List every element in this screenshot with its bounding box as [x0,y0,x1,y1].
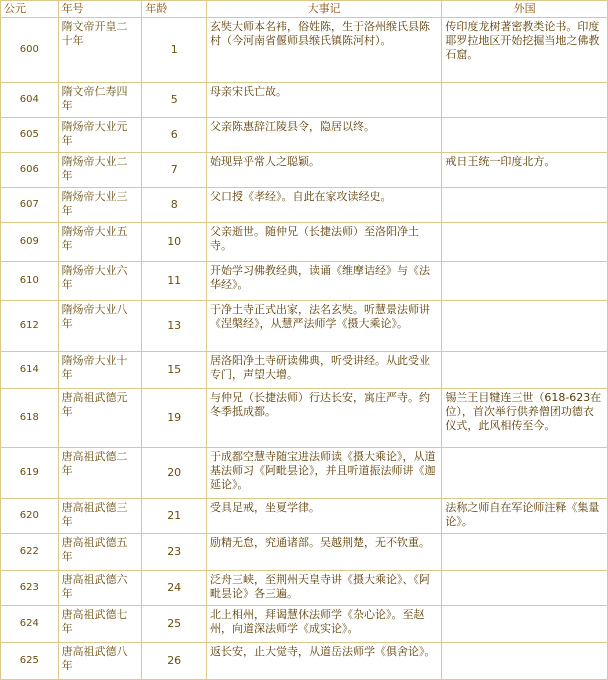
reign-cell: 隋文帝开皇二十年 [59,18,142,82]
age-cell: 20 [142,448,206,498]
age-cell: 7 [142,153,206,187]
age-cell: 1 [142,18,206,82]
table-row [1,499,607,533]
foreign-cell [442,118,607,152]
table-row [1,83,607,117]
year-cell: 605 [1,118,58,152]
event-cell: 泛舟三峡，至荆州天皇寺讲《摄大乘论》、《阿毗昙论》各三遍。 [207,571,441,605]
foreign-cell: 锡兰王目犍连三世（618-623在位），首次举行供养僧团功德衣仪式，此风相传至今。 [442,389,607,447]
foreign-cell [442,571,607,605]
year-cell: 600 [1,18,58,82]
reign-cell: 唐高祖武德六年 [59,571,142,605]
age-cell: 11 [142,262,206,300]
age-cell: 8 [142,188,206,222]
foreign-cell: 戒日王统一印度北方。 [442,153,607,187]
table-row [1,643,607,679]
foreign-cell [442,534,607,570]
year-cell: 623 [1,571,58,605]
reign-cell: 唐高祖武德二年 [59,448,142,498]
reign-cell: 唐高祖武德七年 [59,606,142,642]
age-cell: 10 [142,223,206,261]
age-cell: 24 [142,571,206,605]
event-cell: 始现异乎常人之聪颖。 [207,153,441,187]
age-cell: 21 [142,499,206,533]
foreign-cell [442,188,607,222]
table-row [1,262,607,300]
table-row [1,118,607,152]
header-age: 年龄 [142,1,206,17]
event-cell: 开始学习佛教经典，读诵《维摩诘经》与《法华经》。 [207,262,441,300]
foreign-cell [442,448,607,498]
age-cell: 25 [142,606,206,642]
foreign-cell [442,223,607,261]
foreign-cell [442,606,607,642]
header-reign: 年号 [59,1,142,17]
foreign-cell [442,352,607,388]
year-cell: 610 [1,262,58,300]
reign-cell: 隋炀帝大业二年 [59,153,142,187]
table-row [1,188,607,222]
age-cell: 6 [142,118,206,152]
reign-cell: 隋文帝仁寿四年 [59,83,142,117]
reign-cell: 唐高祖武德元年 [59,389,142,447]
event-cell: 于净土寺正式出家，法名玄奘。听慧景法师讲《涅槃经》，从慧严法师学《摄大乘论》。 [207,301,441,351]
event-cell: 居洛阳净土寺研读佛典，听受讲经。从此受业专门，声望大增。 [207,352,441,388]
foreign-cell: 法称之师自在军论师注释《集量论》。 [442,499,607,533]
header-events: 大事记 [207,1,441,17]
event-cell: 励精无怠，究通诸部。吴越荆楚，无不钦重。 [207,534,441,570]
table-row [1,18,607,82]
table-body [1,18,607,679]
year-cell: 609 [1,223,58,261]
age-cell: 19 [142,389,206,447]
header-row [1,1,607,17]
year-cell: 622 [1,534,58,570]
year-cell: 607 [1,188,58,222]
table-row [1,153,607,187]
year-cell: 620 [1,499,58,533]
table-row [1,534,607,570]
age-cell: 26 [142,643,206,679]
reign-cell: 隋炀帝大业元年 [59,118,142,152]
table-row [1,571,607,605]
foreign-cell [442,643,607,679]
event-cell: 母亲宋氏亡故。 [207,83,441,117]
age-cell: 23 [142,534,206,570]
header-foreign: 外国 [442,1,607,17]
table-row [1,301,607,351]
reign-cell: 隋炀帝大业十年 [59,352,142,388]
foreign-cell [442,301,607,351]
event-cell: 父亲陈惠辞江陵县令，隐居以终。 [207,118,441,152]
header-year: 公元 [1,1,58,17]
foreign-cell [442,262,607,300]
age-cell: 5 [142,83,206,117]
table-row [1,352,607,388]
year-cell: 618 [1,389,58,447]
year-cell: 612 [1,301,58,351]
table-row [1,606,607,642]
event-cell: 与仲兄（长捷法师）行达长安，寓庄严寺。约冬季抵成都。 [207,389,441,447]
foreign-cell [442,83,607,117]
reign-cell: 唐高祖武德五年 [59,534,142,570]
year-cell: 625 [1,643,58,679]
reign-cell: 唐高祖武德三年 [59,499,142,533]
table-row [1,389,607,447]
year-cell: 606 [1,153,58,187]
reign-cell: 隋炀帝大业五年 [59,223,142,261]
age-cell: 15 [142,352,206,388]
reign-cell: 唐高祖武德八年 [59,643,142,679]
event-cell: 返长安，止大觉寺，从道岳法师学《俱舍论》。 [207,643,441,679]
table-row [1,223,607,261]
reign-cell: 隋炀帝大业三年 [59,188,142,222]
year-cell: 619 [1,448,58,498]
event-cell: 玄奘大师本名袆，俗姓陈，生于洛州缑氏县陈村（今河南省偃师县缑氏镇陈河村）。 [207,18,441,82]
reign-cell: 隋炀帝大业八年 [59,301,142,351]
foreign-cell: 传印度龙树著密教类论书。印度耶罗拉地区开始挖掘当地之佛教石窟。 [442,18,607,82]
event-cell: 受具足戒，坐夏学律。 [207,499,441,533]
event-cell: 父亲逝世。随仲兄（长捷法师）至洛阳净土寺。 [207,223,441,261]
age-cell: 13 [142,301,206,351]
reign-cell: 隋炀帝大业六年 [59,262,142,300]
year-cell: 604 [1,83,58,117]
event-cell: 于成都空慧寺随宝进法师读《摄大乘论》，从道基法师习《阿毗昙论》，并且听道振法师讲《迦延论》。 [207,448,441,498]
event-cell: 父口授《孝经》。自此在家攻读经史。 [207,188,441,222]
year-cell: 624 [1,606,58,642]
year-cell: 614 [1,352,58,388]
table-row [1,448,607,498]
event-cell: 北上相州，拜谒慧休法师学《杂心论》。至赵州，向道深法师学《成实论》。 [207,606,441,642]
